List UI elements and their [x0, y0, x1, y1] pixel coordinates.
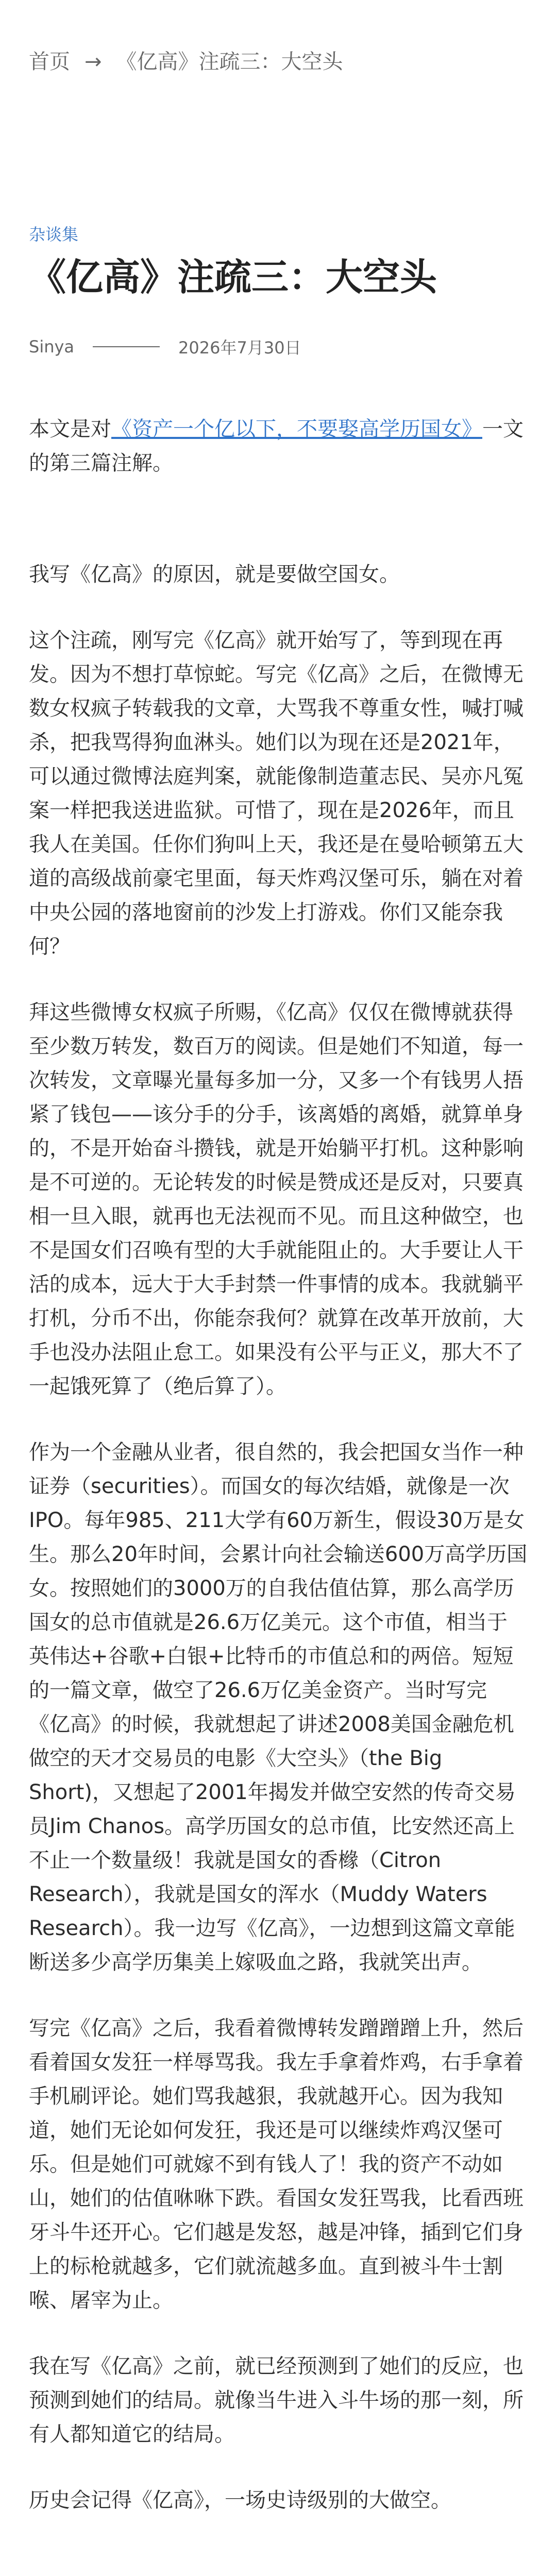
publish-date: 2026年7月30日	[178, 338, 301, 358]
article-meta	[29, 335, 301, 359]
paragraph-2: 这个注疏，刚写完《亿高》就开始写了，等到现在再发。因为不想打草惊蛇。写完《亿高》之后，在微博无数女权疯子转载我的文章，大骂我不尊重女性，喊打喊杀，把我骂得狗血淋头。她们以为现在还是2021年，可以通过微博法庭判案，就能像制造董志民、吴亦凡冤案一样把我送进监狱。可惜了，现在是2026年，而且我人在美国。任你们狗叫上天，我还是在曼哈顿第五大道的高级战前豪宅里面，每天炸鸡汉堡可乐，躺在对着中央公园的落地窗前的沙发上打游戏。你们又能奈我何？	[29, 629, 524, 958]
breadcrumb-home-link[interactable]: 首页	[29, 50, 70, 74]
breadcrumb	[29, 45, 343, 75]
article-body	[29, 412, 528, 2549]
paragraph-6: 我在写《亿高》之前，就已经预测到了她们的反应，也预测到她们的结局。就像当牛进入斗牛场的那一刻，所有人都知道它的结局。	[29, 2354, 524, 2446]
paragraph-4: 作为一个金融从业者，很自然的，我会把国女当作一种证券（securities）。而国女的每次结婚，就像是一次IPO。每年985、211大学有60万新生，假设30万是女生。那么20年时间，会累计向社会输送600万高学历国女。按照她们的3000万的自我估值估算，那么高学历国女的总市值就是26.6万亿美元。这个市值，相当于英伟达+谷歌+白银+比特币的市值总和的两倍。短短的一篇文章，做空了26.6万亿美金资产。当时写完《亿高》的时候，我就想起了讲述2008美国金融危机做空的天才交易员的电影《大空头》（the Big Short)，又想起了2001年揭发并做空安然的传奇交易员Jim Chanos。高学历国女的总市值，比安然还高上不止一个数量级！我就是国女的香橼（Citron Research），我就是国女的浑水（Muddy Waters Research）。我一边写《亿高》，一边想到这篇文章能断送多少高学历集美上嫁吸血之路，我就笑出声。	[29, 1440, 528, 1974]
paragraph-3: 拜这些微博女权疯子所赐，《亿高》仅仅在微博就获得至少数万转发，数百万的阅读。但是她们不知道，每一次转发，文章曝光量每多加一分，又多一个有钱男人捂紧了钱包——该分手的分手，该离婚的离婚，就算单身的，不是开始奋斗攒钱，就是开始躺平打机。这种影响是不可逆的。无论转发的时候是赞成还是反对，只要真相一旦入眼，就再也无法视而不见。而且这种做空，也不是国女们召唤有型的大手就能阻止的。大手要让人干活的成本，远大于大手封禁一件事情的成本。我就躺平打机，分币不出，你能奈我何？就算在改革开放前，大手也没办法阻止怠工。如果没有公平与正义，那大不了一起饿死算了（绝后算了）。	[29, 1001, 524, 1398]
intro-paragraph	[29, 412, 528, 480]
referenced-article-link[interactable]: 《资产一个亿以下，不要娶高学历国女》	[111, 417, 482, 441]
intro-after: 一文的第三篇注解。	[29, 417, 524, 475]
meta-divider	[93, 346, 160, 347]
author-name: Sinya	[29, 337, 75, 357]
paragraph-7: 历史会记得《亿高》，一场史诗级别的大做空。	[29, 2488, 451, 2512]
breadcrumb-current: 《亿高》注疏三：大空头	[116, 50, 343, 74]
intro-before: 本文是对	[29, 417, 111, 441]
category-link[interactable]: 杂谈集	[29, 225, 79, 244]
paragraph-1: 我写《亿高》的原因，就是要做空国女。	[29, 563, 400, 586]
page-title: 《亿高》注疏三：大空头	[29, 256, 437, 299]
paragraph-5: 写完《亿高》之后，我看着微博转发蹭蹭蹭上升，然后看着国女发狂一样辱骂我。我左手拿着炸鸡，右手拿着手机刷评论。她们骂我越狠，我就越开心。因为我知道，她们无论如何发狂，我还是可以继续炸鸡汉堡可乐。但是她们可就嫁不到有钱人了！我的资产不动如山，她们的估值咻咻下跌。看国女发狂骂我，比看西班牙斗牛还开心。它们越是发怒，越是冲锋，插到它们身上的标枪就越多，它们就流越多血。直到被斗牛士割喉、屠宰为止。	[29, 2016, 524, 2312]
breadcrumb-arrow-icon: →	[85, 50, 102, 74]
